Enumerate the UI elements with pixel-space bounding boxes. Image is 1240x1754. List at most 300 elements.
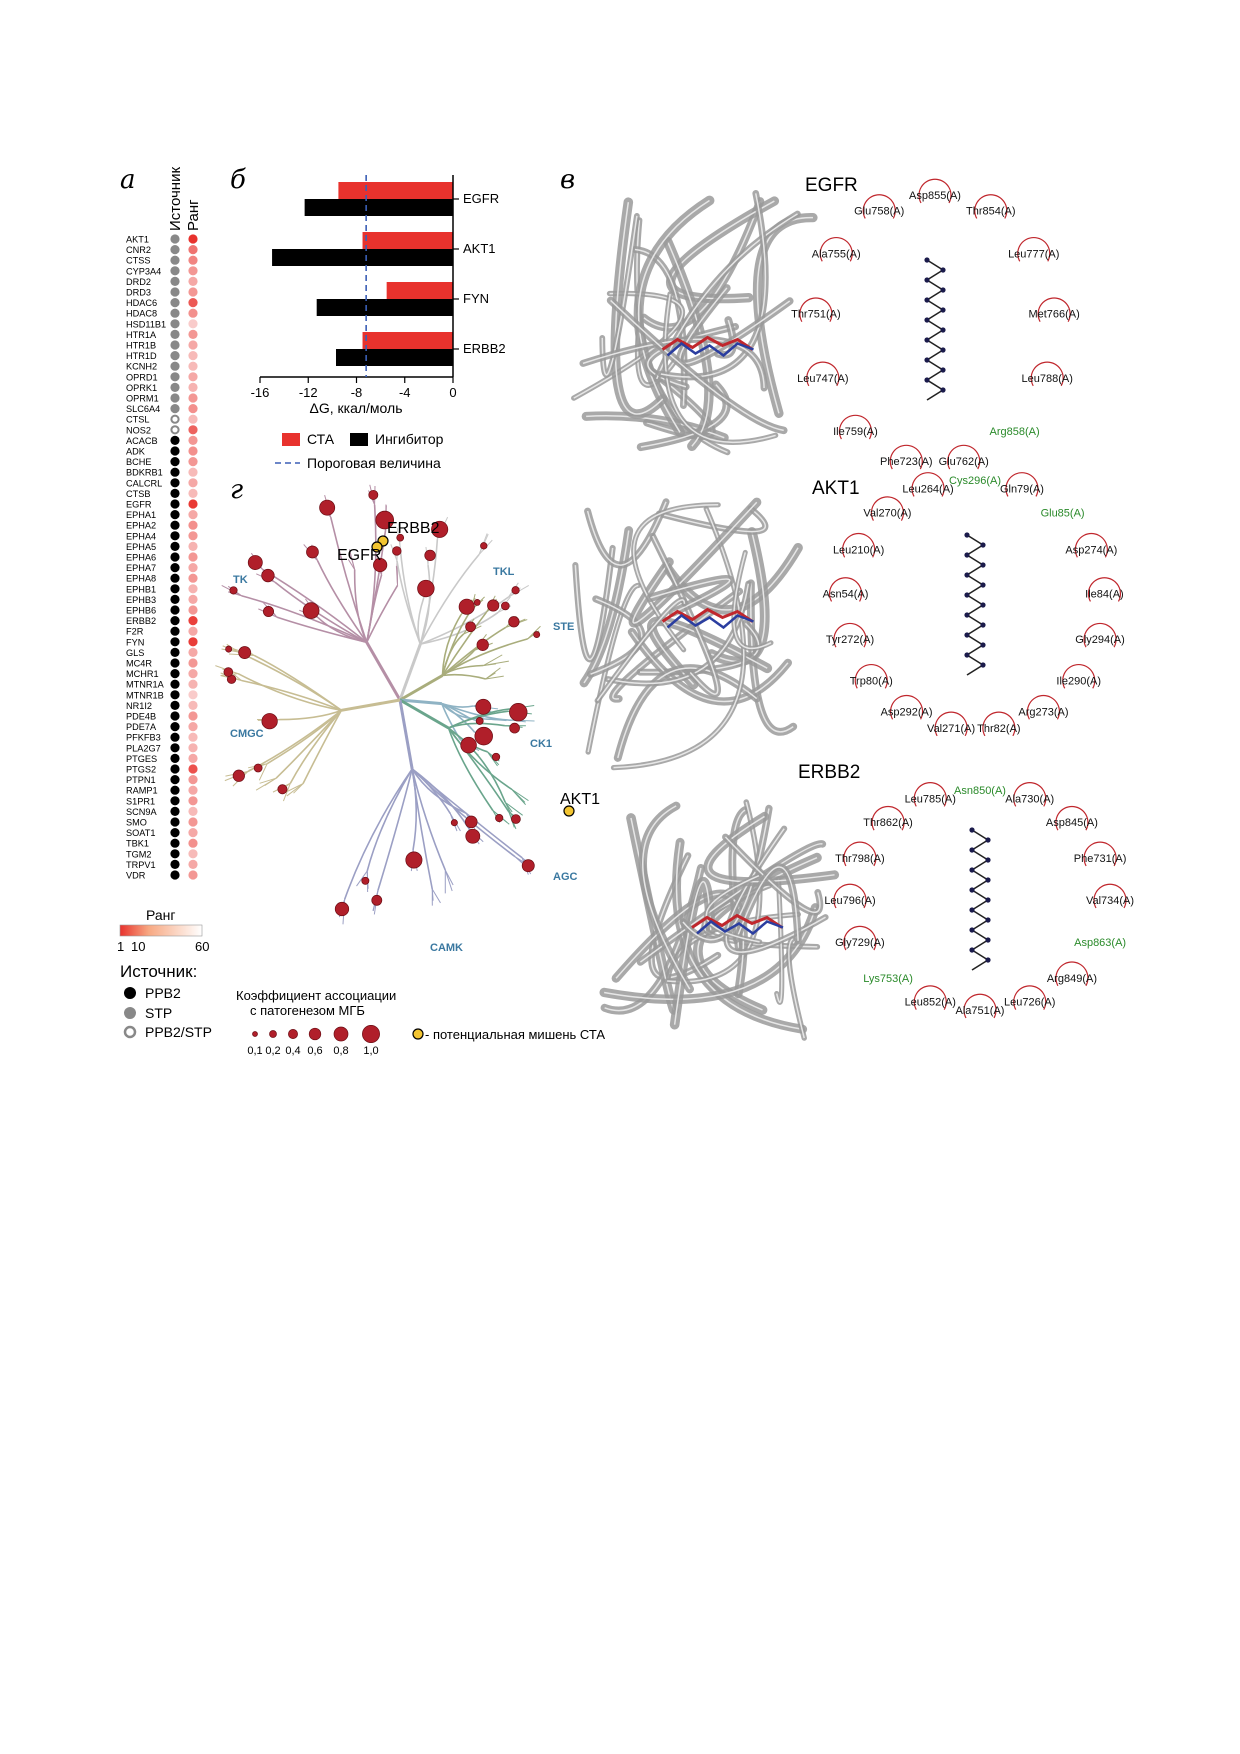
kinase-node	[487, 600, 498, 611]
residue-label: Asp845(A)	[1045, 817, 1098, 830]
kinase-node	[418, 580, 435, 597]
source-dot	[170, 764, 179, 773]
residue-label: Leu788(A)	[1021, 372, 1073, 385]
ligand-atom	[924, 377, 929, 382]
ligand-bond	[972, 890, 988, 900]
source-dot	[170, 362, 179, 371]
gene-label: CYP3A4	[126, 266, 162, 277]
size-legend-title-2: с патогенезом МГБ	[250, 1003, 365, 1018]
tree-branch	[275, 582, 367, 642]
ligand-atom	[940, 287, 945, 292]
kinase-node	[495, 814, 502, 821]
ligand-bond	[927, 370, 943, 380]
gene-label: HDAC8	[126, 308, 158, 319]
rank-dot	[188, 277, 197, 286]
ligand-atom	[985, 957, 990, 962]
kinase-node	[320, 500, 335, 515]
kinase-node	[509, 616, 520, 627]
rank-dot	[188, 796, 197, 805]
source-dot	[170, 383, 179, 392]
source-dot	[170, 330, 179, 339]
ligand-atom	[924, 337, 929, 342]
gene-label: EPHB6	[126, 605, 157, 616]
panel-label-a: а	[120, 165, 136, 195]
residue-label: Leu796(A)	[824, 895, 876, 907]
source-dot	[170, 807, 179, 816]
ligand-bond	[927, 260, 943, 270]
ligand-bond	[967, 575, 983, 585]
family-tk: TK	[233, 574, 248, 586]
source-dot	[170, 860, 179, 869]
rank-dot	[188, 404, 197, 413]
residue-label: Ile84(A)	[1085, 588, 1124, 601]
gene-label: GLS	[126, 647, 145, 658]
residue-label: Phe731(A)	[1073, 852, 1127, 865]
kinase-node	[335, 902, 349, 916]
ligand-bond	[927, 290, 943, 300]
tree-label-akt1: AKT1	[560, 791, 601, 808]
rank-dot	[188, 669, 197, 678]
ligand-bond	[927, 380, 943, 390]
residue-label: Leu852(A)	[904, 996, 956, 1009]
ligand-atom	[924, 257, 929, 262]
source-dot	[170, 446, 179, 455]
ligand-bond	[972, 910, 988, 920]
rank-tick-max: 60	[195, 939, 210, 954]
rank-dot	[188, 531, 197, 540]
gene-label: NOS2	[126, 425, 152, 436]
category-label: EGFR	[463, 191, 500, 206]
rank-dot	[188, 425, 197, 434]
legend-inhibitor-label: Ингибитор	[375, 431, 444, 447]
gene-label: CTSB	[126, 488, 151, 499]
ligand-bond	[927, 340, 943, 350]
source-dot	[170, 775, 179, 784]
residue-label: Ala755(A)	[811, 248, 861, 261]
kinase-node	[512, 587, 519, 594]
residue-label: Asp274(A)	[1065, 544, 1118, 557]
rank-dot	[188, 616, 197, 625]
residue-label: Thr854(A)	[966, 205, 1016, 218]
source-dot	[170, 457, 179, 466]
rank-dot	[188, 563, 197, 572]
source-dot	[170, 256, 179, 265]
legend-both-label: PPB2/STP	[145, 1024, 212, 1040]
kinase-node	[230, 587, 237, 594]
residue-label: Tyr272(A)	[825, 634, 875, 647]
panel-a-target-list	[126, 167, 202, 881]
residue-label: Gln79(A)	[999, 483, 1044, 496]
ligand-bond	[972, 840, 988, 850]
ligand-atom	[969, 847, 974, 852]
residue-label: Leu264(A)	[902, 483, 954, 496]
kinase-node	[461, 737, 477, 753]
residue-label: Leu785(A)	[904, 793, 956, 806]
residue-label: Leu747(A)	[797, 372, 849, 385]
gene-label: EPHA5	[126, 541, 157, 552]
ligand-bond	[967, 595, 983, 605]
tree-trunk	[400, 700, 412, 769]
rank-dot	[188, 839, 197, 848]
family-tkl: TKL	[493, 566, 515, 578]
ligand-atom	[969, 827, 974, 832]
rank-dot	[188, 680, 197, 689]
bar-erbb2-1	[336, 349, 453, 366]
source-dot	[170, 393, 179, 402]
ligand-atom	[964, 552, 969, 557]
rank-dot	[188, 584, 197, 593]
kinase-node	[262, 713, 278, 729]
ligand-atom	[940, 307, 945, 312]
ligand-atom	[980, 642, 985, 647]
category-label: AKT1	[463, 241, 496, 256]
ligand-bond	[967, 535, 983, 545]
rank-dot	[188, 722, 197, 731]
tree-branch	[241, 680, 341, 710]
gene-label: HTR1B	[126, 340, 157, 351]
source-dot	[170, 839, 179, 848]
source-dot	[170, 669, 179, 678]
source-dot	[170, 584, 179, 593]
kinase-node	[501, 602, 509, 610]
source-dot	[170, 468, 179, 477]
residue-label: Glu758(A)	[854, 205, 905, 218]
category-label: FYN	[463, 291, 489, 306]
rank-dot	[188, 489, 197, 498]
bar-egfr-1	[305, 199, 453, 216]
gene-label: MTNR1B	[126, 690, 164, 701]
panel-g-kinome-tree	[215, 485, 600, 954]
rank-dot	[188, 383, 197, 392]
ligand-bond	[927, 300, 943, 310]
gene-label: HSD11B1	[126, 319, 167, 330]
gene-label: HDAC6	[126, 298, 158, 309]
legend-sta-swatch	[282, 433, 300, 446]
source-dot	[170, 701, 179, 710]
gene-label: RAMP1	[126, 785, 158, 796]
gene-label: EPHA8	[126, 573, 157, 584]
ligand-bond	[967, 615, 983, 625]
size-legend-title-1: Коэффициент ассоциации	[236, 988, 397, 1003]
kinase-node	[465, 816, 477, 828]
rank-color-scale	[120, 925, 202, 936]
rank-dot	[188, 298, 197, 307]
source-dot	[170, 574, 179, 583]
family-ck1: CK1	[530, 738, 553, 750]
kinase-node	[477, 639, 489, 651]
kinase-node	[362, 877, 369, 884]
ligand-atom	[964, 572, 969, 577]
source-dot	[170, 595, 179, 604]
x-tick-label: 0	[449, 385, 457, 400]
size-legend-circle	[288, 1029, 297, 1038]
gene-label: PTGES	[126, 753, 158, 764]
source-dot	[170, 627, 179, 636]
gene-label: PDE4B	[126, 711, 157, 722]
source-dot	[170, 563, 179, 572]
ligand-bond	[967, 565, 983, 575]
gene-label: TRPV1	[126, 859, 156, 870]
ligand-bond	[927, 320, 943, 330]
ligand-atom	[964, 632, 969, 637]
source-dot	[170, 245, 179, 254]
target-legend-dot	[413, 1029, 423, 1039]
source-dot	[171, 426, 178, 433]
rank-dot	[188, 595, 197, 604]
gene-label: HTR1A	[126, 329, 157, 340]
rank-dot	[188, 266, 197, 275]
category-label: ERBB2	[463, 341, 506, 356]
title-akt1: AKT1	[812, 478, 860, 499]
gene-label: ADK	[126, 446, 145, 457]
source-dot	[170, 658, 179, 667]
residue-label: Asp855(A)	[909, 190, 961, 202]
ligand-atom	[985, 897, 990, 902]
tree-leaf	[432, 889, 440, 903]
ligand-bond	[972, 830, 988, 840]
tree-branch	[378, 769, 412, 890]
title-erbb2: ERBB2	[798, 762, 861, 783]
rank-dot	[188, 457, 197, 466]
ligand-atom	[969, 907, 974, 912]
ligand-atom	[985, 877, 990, 882]
gene-label: CNR2	[126, 245, 152, 256]
gene-label: OPRK1	[126, 382, 158, 393]
residue-label: Thr862(A)	[863, 817, 913, 830]
ligand-bond	[972, 960, 988, 970]
gene-label: PTPN1	[126, 775, 156, 786]
rank-dot	[188, 499, 197, 508]
gene-label: AKT1	[126, 234, 149, 245]
source-dot	[170, 234, 179, 243]
kinase-node	[480, 543, 487, 550]
source-dot	[170, 743, 179, 752]
source-dot	[170, 266, 179, 275]
kinase-node	[459, 599, 474, 614]
ligand-bond	[927, 280, 943, 290]
gene-label: SOAT1	[126, 828, 156, 839]
source-dot	[170, 531, 179, 540]
ligand-atom	[964, 532, 969, 537]
ligand-atom	[985, 857, 990, 862]
size-legend-value: 0,2	[265, 1045, 281, 1057]
kinase-node	[425, 550, 436, 561]
ligand-bond	[927, 390, 943, 400]
title-egfr: EGFR	[805, 175, 858, 196]
residue-label: Asp292(A)	[880, 706, 933, 719]
gene-label: S1PR1	[126, 796, 156, 807]
kinase-node	[263, 606, 273, 616]
bar-akt1-0	[363, 232, 453, 249]
size-legend-value: 0,8	[333, 1045, 349, 1057]
residue-label: Glu762(A)	[938, 456, 989, 469]
source-dot	[170, 680, 179, 689]
tree-branch	[345, 769, 412, 899]
rank-dot	[188, 860, 197, 869]
gene-label: HTR1D	[126, 351, 157, 362]
panel-b-binding-energy-chart	[251, 175, 506, 471]
rank-dot	[188, 319, 197, 328]
kinase-node	[522, 860, 534, 872]
rank-dot	[188, 542, 197, 551]
kinase-node	[226, 646, 232, 652]
rank-dot	[188, 362, 197, 371]
kinase-node	[451, 820, 457, 826]
rank-dot	[188, 817, 197, 826]
family-ste: STE	[553, 621, 575, 633]
tree-label-egfr: EGFR	[337, 547, 382, 564]
size-legend-value: 0,4	[285, 1045, 301, 1057]
legend-stp-label: STP	[145, 1005, 173, 1021]
size-legend-value: 0,6	[307, 1045, 323, 1057]
gene-label: SCN9A	[126, 806, 157, 817]
tree-branch	[290, 710, 341, 783]
x-tick-label: -12	[298, 385, 318, 400]
rank-dot	[188, 743, 197, 752]
gene-label: CTSS	[126, 255, 151, 266]
gene-label: MC4R	[126, 658, 153, 669]
ligand-atom	[980, 562, 985, 567]
kinase-node	[303, 603, 319, 619]
kinase-node	[248, 555, 262, 569]
size-legend-circle	[362, 1025, 379, 1042]
source-dot	[170, 478, 179, 487]
tree-branch	[331, 517, 367, 642]
tree-trunk	[341, 700, 400, 710]
legend-stp-dot	[124, 1007, 136, 1019]
family-cmgc: CMGC	[230, 728, 264, 740]
rank-legend-title: Ранг	[146, 907, 176, 923]
source-dot	[170, 637, 179, 646]
residue-label: Trp80(A)	[849, 675, 893, 688]
rank-dot	[188, 510, 197, 519]
ligand-atom	[980, 602, 985, 607]
rank-dot	[188, 245, 197, 254]
residue-label: Gly729(A)	[835, 937, 885, 950]
source-dot	[170, 711, 179, 720]
source-dot	[170, 605, 179, 614]
bar-fyn-0	[387, 282, 453, 299]
rank-tick-mid: 10	[131, 939, 146, 954]
rank-dot	[188, 658, 197, 667]
gene-label: EPHA7	[126, 563, 157, 574]
rank-dot	[188, 330, 197, 339]
ligand-bond	[967, 635, 983, 645]
gene-label: PTGS2	[126, 764, 157, 775]
rank-tick-min: 1	[117, 939, 125, 954]
residue-label: Glu85(A)	[1040, 507, 1085, 520]
source-dot	[170, 754, 179, 763]
gene-label: KCNH2	[126, 361, 158, 372]
rank-dot	[188, 807, 197, 816]
gene-label: SMO	[126, 817, 147, 828]
rank-dot	[188, 733, 197, 742]
tree-branch	[303, 710, 341, 783]
source-dot	[171, 416, 178, 423]
residue-label: Thr82(A)	[977, 722, 1021, 735]
legend-sta-label: СТА	[307, 431, 335, 447]
rank-dot	[188, 478, 197, 487]
tree-branch	[412, 769, 522, 858]
family-agc: AGC	[553, 871, 578, 883]
gene-label: EPHA1	[126, 510, 157, 521]
tree-label-erbb2: ERBB2	[387, 520, 440, 537]
rank-dot	[188, 828, 197, 837]
residue-label: Phe723(A)	[879, 456, 933, 469]
ligand-bond	[927, 270, 943, 280]
source-dot	[170, 319, 179, 328]
ligand-atom	[964, 592, 969, 597]
rank-dot	[188, 468, 197, 477]
source-dot	[170, 298, 179, 307]
ligand-bond	[967, 645, 983, 655]
kinase-node	[474, 599, 480, 605]
kinase-node	[466, 622, 476, 632]
gene-label: ACACB	[126, 435, 158, 446]
ligand-bond	[972, 900, 988, 910]
x-axis-label: ΔG, ккал/моль	[309, 400, 403, 416]
size-legend-circle	[270, 1031, 277, 1038]
tree-branch	[318, 561, 367, 643]
gene-label: DRD3	[126, 287, 152, 298]
tree-branch	[367, 769, 412, 871]
residue-label: Thr751(A)	[791, 308, 841, 321]
ligand-atom	[969, 887, 974, 892]
kinase-node	[475, 727, 493, 745]
ligand-atom	[969, 947, 974, 952]
ligand-atom	[940, 267, 945, 272]
source-dot	[170, 521, 179, 530]
source-dot	[170, 510, 179, 519]
rank-dot	[188, 690, 197, 699]
target-legend-label: - потенциальная мишень СТА	[425, 1027, 606, 1042]
ligand-atom	[940, 327, 945, 332]
source-dot	[170, 722, 179, 731]
rank-dot	[188, 446, 197, 455]
gene-label: PLA2G7	[126, 743, 161, 754]
rank-dot	[188, 234, 197, 243]
rank-dot	[188, 764, 197, 773]
source-legend-title: Источник:	[120, 962, 198, 981]
residue-label: Thr798(A)	[835, 852, 885, 865]
size-legend-value: 1,0	[363, 1045, 379, 1057]
residue-label: Asp863(A)	[1074, 937, 1127, 950]
gene-label: OPRM1	[126, 393, 159, 404]
tree-trunk	[367, 642, 400, 700]
source-dot	[170, 277, 179, 286]
kinase-node	[224, 668, 233, 677]
ligand-bond	[927, 350, 943, 360]
kinase-node	[476, 717, 483, 724]
residue-label: Ala730(A)	[1005, 793, 1055, 806]
ligand-bond	[972, 850, 988, 860]
residue-label: Leu726(A)	[1004, 996, 1056, 1009]
rank-dot	[188, 287, 197, 296]
rank-dot	[188, 574, 197, 583]
rank-dot	[188, 605, 197, 614]
kinase-node	[509, 703, 527, 721]
ligand-atom	[980, 582, 985, 587]
tree-leaf	[505, 802, 522, 815]
kinase-node	[239, 646, 251, 658]
residue-label: Arg858(A)	[989, 426, 1040, 439]
kinase-node	[511, 815, 520, 824]
source-dot	[170, 817, 179, 826]
residue-label: Lys753(A)	[863, 972, 913, 985]
legend-ppb2-label: PPB2	[145, 985, 181, 1001]
residue-label: Leu777(A)	[1008, 248, 1060, 261]
residue-label: Ala751(A)	[955, 1005, 1005, 1017]
